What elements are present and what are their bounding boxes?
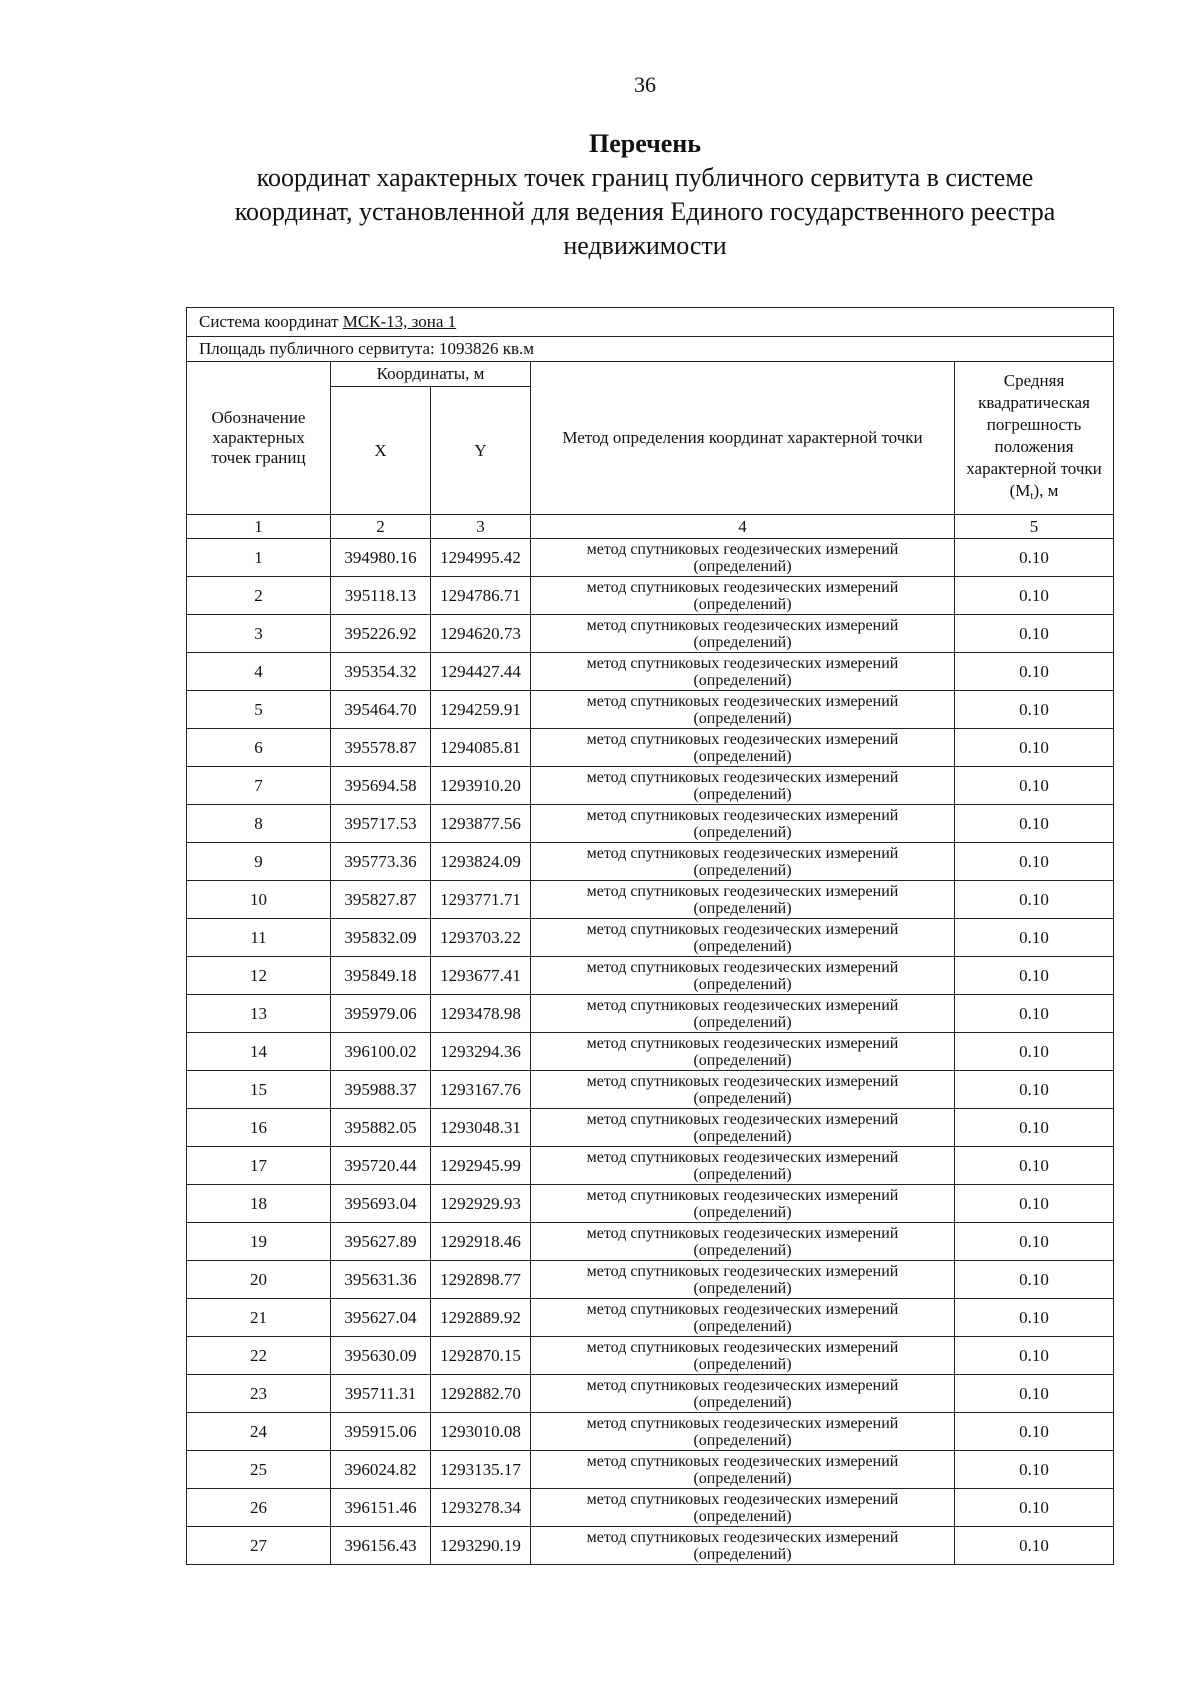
table-row [187,729,1114,767]
method-line-2: (определений) [693,823,792,841]
error-value-cell: 0.10 [955,1261,1114,1299]
table-row [187,1489,1114,1527]
y-coordinate-cell: 1293910.20 [431,767,531,805]
method-line-2: (определений) [693,1431,792,1449]
method-line-2: (определений) [693,1355,792,1373]
method-line-1: метод спутниковых геодезических измерений [586,654,899,672]
table-row [187,653,1114,691]
y-coordinate-cell: 1292889.92 [431,1299,531,1337]
y-coordinate-cell: 1294995.42 [431,539,531,577]
method-line-1: метод спутниковых геодезических измерений [586,958,899,976]
method-cell [531,1071,955,1109]
y-coordinate-cell: 1293478.98 [431,995,531,1033]
y-coordinate-cell: 1294620.73 [431,615,531,653]
method-line-2: (определений) [693,557,792,575]
point-number-cell: 7 [187,767,331,805]
coordinate-system-label: Система координат [199,312,343,331]
error-value-cell: 0.10 [955,1375,1114,1413]
y-coordinate-cell: 1292898.77 [431,1261,531,1299]
y-coordinate-cell: 1294427.44 [431,653,531,691]
method-line-1: метод спутниковых геодезических измерений [586,1414,899,1432]
table-row [187,1337,1114,1375]
method-line-2: (определений) [693,747,792,765]
method-cell [531,1413,955,1451]
y-coordinate-cell: 1292882.70 [431,1375,531,1413]
method-line-2: (определений) [693,1241,792,1259]
method-line-1: метод спутниковых геодезических измерений [586,1490,899,1508]
x-coordinate-cell: 395849.18 [331,957,431,995]
method-line-1: метод спутниковых геодезических измерений [586,1262,899,1280]
method-cell [531,1375,955,1413]
method-line-2: (определений) [693,1279,792,1297]
method-cell [531,957,955,995]
x-coordinate-cell: 395988.37 [331,1071,431,1109]
error-value-cell: 0.10 [955,767,1114,805]
method-line-1: метод спутниковых геодезических измерений [586,920,899,938]
error-value-cell: 0.10 [955,1185,1114,1223]
method-cell [531,1147,955,1185]
method-cell [531,1299,955,1337]
error-value-cell: 0.10 [955,1109,1114,1147]
method-line-1: метод спутниковых геодезических измерений [586,1376,899,1394]
error-value-cell: 0.10 [955,1071,1114,1109]
point-number-cell: 11 [187,919,331,957]
x-coordinate-cell: 395464.70 [331,691,431,729]
x-coordinate-cell: 395717.53 [331,805,431,843]
table-row [187,1413,1114,1451]
point-number-cell: 8 [187,805,331,843]
error-value-cell: 0.10 [955,881,1114,919]
method-line-1: метод спутниковых геодезических измерений [586,1072,899,1090]
y-coordinate-cell: 1292918.46 [431,1223,531,1261]
column-numbers-row [187,515,1114,539]
method-cell [531,653,955,691]
error-value-cell: 0.10 [955,1527,1114,1565]
table-row [187,1071,1114,1109]
x-coordinate-cell: 395882.05 [331,1109,431,1147]
table-row [187,957,1114,995]
method-line-2: (определений) [693,709,792,727]
method-line-2: (определений) [693,1317,792,1335]
header-x: X [331,387,431,515]
method-line-2: (определений) [693,975,792,993]
method-line-1: метод спутниковых геодезических измерений [586,1528,899,1546]
method-line-2: (определений) [693,671,792,689]
method-line-1: метод спутниковых геодезических измерений [586,616,899,634]
title-line-2: координат, установленной для ведения Единого государственного реестра [234,197,1056,226]
method-line-1: метод спутниковых геодезических измерений [586,692,899,710]
method-line-1: метод спутниковых геодезических измерений [586,1148,899,1166]
title-line-1: координат характерных точек границ публичного сервитута в системе [256,163,1034,192]
method-cell [531,843,955,881]
method-cell [531,691,955,729]
error-value-cell: 0.10 [955,805,1114,843]
y-coordinate-cell: 1293278.34 [431,1489,531,1527]
page-number: 36 [634,72,656,97]
error-value-cell: 0.10 [955,995,1114,1033]
point-number-cell: 25 [187,1451,331,1489]
table-row [187,1185,1114,1223]
coordinates-table [186,307,1114,1565]
x-coordinate-cell: 395631.36 [331,1261,431,1299]
x-coordinate-cell: 396024.82 [331,1451,431,1489]
table-row [187,615,1114,653]
table-row [187,577,1114,615]
x-coordinate-cell: 395773.36 [331,843,431,881]
method-line-1: метод спутниковых геодезических измерений [586,1186,899,1204]
point-number-cell: 22 [187,1337,331,1375]
table-row [187,691,1114,729]
column-number: 2 [331,515,431,539]
table-row [187,805,1114,843]
point-number-cell: 19 [187,1223,331,1261]
point-number-cell: 21 [187,1299,331,1337]
error-value-cell: 0.10 [955,1489,1114,1527]
error-value-cell: 0.10 [955,919,1114,957]
method-cell [531,1451,955,1489]
error-value-cell: 0.10 [955,843,1114,881]
error-value-cell: 0.10 [955,957,1114,995]
y-coordinate-cell: 1293877.56 [431,805,531,843]
y-coordinate-cell: 1293294.36 [431,1033,531,1071]
coordinate-system-row [187,308,1114,337]
error-value-cell: 0.10 [955,1147,1114,1185]
y-coordinate-cell: 1292929.93 [431,1185,531,1223]
error-value-cell: 0.10 [955,615,1114,653]
error-value-cell: 0.10 [955,1413,1114,1451]
point-number-cell: 23 [187,1375,331,1413]
method-line-1: метод спутниковых геодезических измерений [586,1338,899,1356]
x-coordinate-cell: 395711.31 [331,1375,431,1413]
point-number-cell: 3 [187,615,331,653]
column-number: 4 [531,515,955,539]
method-line-2: (определений) [693,1127,792,1145]
table-row [187,843,1114,881]
method-cell [531,729,955,767]
table-row [187,1147,1114,1185]
error-value-cell: 0.10 [955,1033,1114,1071]
method-line-1: метод спутниковых геодезических измерений [586,806,899,824]
x-coordinate-cell: 395578.87 [331,729,431,767]
error-value-cell: 0.10 [955,1223,1114,1261]
point-number-cell: 2 [187,577,331,615]
method-line-2: (определений) [693,899,792,917]
header-row-1 [187,362,1114,387]
table-row [187,1109,1114,1147]
method-line-2: (определений) [693,1051,792,1069]
x-coordinate-cell: 395693.04 [331,1185,431,1223]
title-main: Перечень [588,129,702,158]
table-row [187,881,1114,919]
method-line-1: метод спутниковых геодезических измерений [586,768,899,786]
method-cell [531,919,955,957]
y-coordinate-cell: 1293771.71 [431,881,531,919]
header-y: Y [431,387,531,515]
header-coordinates: Координаты, м [331,362,531,387]
x-coordinate-cell: 395226.92 [331,615,431,653]
table-row [187,767,1114,805]
point-number-cell: 15 [187,1071,331,1109]
x-coordinate-cell: 395627.89 [331,1223,431,1261]
document-title [180,128,1110,262]
method-cell [531,881,955,919]
method-line-2: (определений) [693,1545,792,1563]
y-coordinate-cell: 1294085.81 [431,729,531,767]
point-number-cell: 9 [187,843,331,881]
y-coordinate-cell: 1294259.91 [431,691,531,729]
method-line-1: метод спутниковых геодезических измерений [586,730,899,748]
x-coordinate-cell: 396156.43 [331,1527,431,1565]
method-line-1: метод спутниковых геодезических измерений [586,578,899,596]
table-row [187,1261,1114,1299]
method-line-2: (определений) [693,1393,792,1411]
point-number-cell: 26 [187,1489,331,1527]
column-number: 3 [431,515,531,539]
method-line-2: (определений) [693,1089,792,1107]
point-number-cell: 27 [187,1527,331,1565]
x-coordinate-cell: 395720.44 [331,1147,431,1185]
method-line-1: метод спутниковых геодезических измерений [586,540,899,558]
method-cell [531,767,955,805]
point-number-cell: 20 [187,1261,331,1299]
point-number-cell: 18 [187,1185,331,1223]
point-number-cell: 12 [187,957,331,995]
method-cell [531,1337,955,1375]
column-number: 5 [955,515,1114,539]
y-coordinate-cell: 1292945.99 [431,1147,531,1185]
table-row [187,1527,1114,1565]
table-row [187,919,1114,957]
method-cell [531,615,955,653]
header-designation: Обозначение характерных точек границ [187,362,331,515]
method-line-2: (определений) [693,1507,792,1525]
method-cell [531,1185,955,1223]
y-coordinate-cell: 1293290.19 [431,1527,531,1565]
error-value-cell: 0.10 [955,653,1114,691]
title-line-3: недвижимости [563,231,727,260]
method-line-2: (определений) [693,1203,792,1221]
table-row [187,1299,1114,1337]
x-coordinate-cell: 395627.04 [331,1299,431,1337]
y-coordinate-cell: 1293824.09 [431,843,531,881]
x-coordinate-cell: 395979.06 [331,995,431,1033]
coordinate-system-value: МСК-13, зона 1 [342,312,457,331]
point-number-cell: 6 [187,729,331,767]
point-number-cell: 13 [187,995,331,1033]
table-row [187,1223,1114,1261]
method-cell [531,577,955,615]
y-coordinate-cell: 1292870.15 [431,1337,531,1375]
column-number: 1 [187,515,331,539]
method-cell [531,1223,955,1261]
table-row [187,1375,1114,1413]
method-line-2: (определений) [693,633,792,651]
x-coordinate-cell: 395915.06 [331,1413,431,1451]
error-value-cell: 0.10 [955,1299,1114,1337]
table-row [187,995,1114,1033]
y-coordinate-cell: 1293010.08 [431,1413,531,1451]
error-value-cell: 0.10 [955,1451,1114,1489]
method-cell [531,995,955,1033]
method-line-2: (определений) [693,785,792,803]
method-line-1: метод спутниковых геодезических измерений [586,1034,899,1052]
x-coordinate-cell: 395827.87 [331,881,431,919]
header-method: Метод определения координат характерной точки [531,362,955,515]
point-number-cell: 5 [187,691,331,729]
point-number-cell: 16 [187,1109,331,1147]
point-number-cell: 10 [187,881,331,919]
method-cell [531,1527,955,1565]
method-cell [531,1109,955,1147]
method-line-1: метод спутниковых геодезических измерений [586,1224,899,1242]
header-error-tail: ), м [1033,480,1059,500]
x-coordinate-cell: 395694.58 [331,767,431,805]
method-cell [531,539,955,577]
y-coordinate-cell: 1294786.71 [431,577,531,615]
y-coordinate-cell: 1293703.22 [431,919,531,957]
x-coordinate-cell: 395630.09 [331,1337,431,1375]
x-coordinate-cell: 394980.16 [331,539,431,577]
y-coordinate-cell: 1293135.17 [431,1451,531,1489]
method-line-1: метод спутниковых геодезических измерений [586,1110,899,1128]
table-row [187,539,1114,577]
error-value-cell: 0.10 [955,1337,1114,1375]
method-line-2: (определений) [693,937,792,955]
header-error-subscript: t [1030,489,1034,502]
method-cell [531,1261,955,1299]
x-coordinate-cell: 395118.13 [331,577,431,615]
method-line-1: метод спутниковых геодезических измерений [586,1452,899,1470]
point-number-cell: 24 [187,1413,331,1451]
method-line-2: (определений) [693,1013,792,1031]
point-number-cell: 14 [187,1033,331,1071]
y-coordinate-cell: 1293048.31 [431,1109,531,1147]
method-line-2: (определений) [693,595,792,613]
coordinate-system-cell [187,308,1114,337]
y-coordinate-cell: 1293167.76 [431,1071,531,1109]
point-number-cell: 17 [187,1147,331,1185]
x-coordinate-cell: 395354.32 [331,653,431,691]
error-value-cell: 0.10 [955,729,1114,767]
header-error-text: Средняя квадратическая погрешность положения характерной точки (M [966,370,1102,500]
method-line-2: (определений) [693,1165,792,1183]
point-number-cell: 4 [187,653,331,691]
method-line-1: метод спутниковых геодезических измерений [586,996,899,1014]
x-coordinate-cell: 395832.09 [331,919,431,957]
error-value-cell: 0.10 [955,577,1114,615]
method-cell [531,805,955,843]
method-cell [531,1489,955,1527]
y-coordinate-cell: 1293677.41 [431,957,531,995]
table-row [187,1033,1114,1071]
error-value-cell: 0.10 [955,691,1114,729]
point-number-cell: 1 [187,539,331,577]
method-line-1: метод спутниковых геодезических измерений [586,1300,899,1318]
servitude-area-row [187,337,1114,362]
method-cell [531,1033,955,1071]
table-row [187,1451,1114,1489]
x-coordinate-cell: 396151.46 [331,1489,431,1527]
servitude-area-cell: Площадь публичного сервитута: 1093826 кв.м [187,337,1114,362]
x-coordinate-cell: 396100.02 [331,1033,431,1071]
method-line-2: (определений) [693,861,792,879]
method-line-1: метод спутниковых геодезических измерений [586,844,899,862]
method-line-1: метод спутниковых геодезических измерений [586,882,899,900]
header-error [955,362,1114,515]
method-line-2: (определений) [693,1469,792,1487]
error-value-cell: 0.10 [955,539,1114,577]
